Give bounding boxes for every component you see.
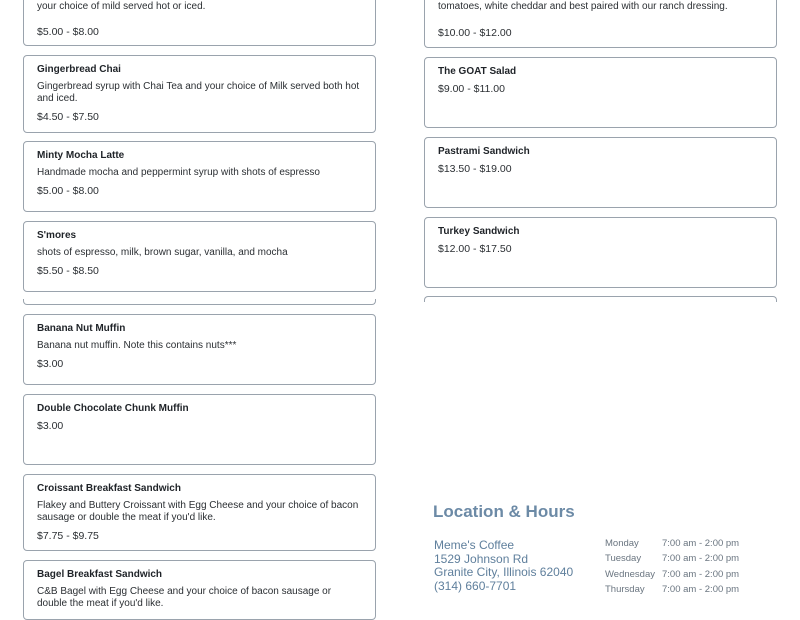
business-name: Meme's Coffee bbox=[434, 538, 515, 552]
item-name: Double Chocolate Chunk Muffin bbox=[37, 403, 189, 414]
hours-day: Tuesday bbox=[605, 553, 642, 564]
item-name: Croissant Breakfast Sandwich bbox=[37, 483, 181, 494]
menu-item-card[interactable] bbox=[23, 0, 376, 46]
location-hours-title: Location & Hours bbox=[433, 502, 575, 521]
city-address: Granite City, Illinois 62040 bbox=[434, 565, 574, 579]
item-price: $9.00 - $11.00 bbox=[438, 83, 505, 95]
hours-day: Wednesday bbox=[605, 569, 655, 580]
hours-time: 7:00 am - 2:00 pm bbox=[662, 569, 740, 580]
menu-item-card[interactable] bbox=[23, 394, 376, 465]
item-price: $5.00 - $8.00 bbox=[37, 185, 99, 197]
menu-item-card[interactable] bbox=[424, 57, 777, 128]
item-name: Minty Mocha Latte bbox=[37, 150, 125, 161]
menu-item-card-partial bbox=[23, 299, 376, 305]
item-name: The GOAT Salad bbox=[438, 66, 517, 77]
menu-item-card[interactable] bbox=[23, 55, 376, 133]
item-price: $7.75 - $9.75 bbox=[37, 530, 99, 542]
menu-item-card[interactable] bbox=[424, 217, 777, 288]
item-description: Handmade mocha and peppermint syrup with shots of espresso bbox=[37, 167, 320, 178]
menu-item-card[interactable] bbox=[424, 137, 777, 208]
menu-item-card[interactable] bbox=[23, 314, 376, 385]
item-price: $3.00 bbox=[37, 420, 64, 432]
item-description: Gingerbread syrup with Chai Tea and your choice of Milk served both hot and iced. bbox=[37, 81, 360, 104]
hours-day: Monday bbox=[605, 538, 639, 549]
item-name: Gingerbread Chai bbox=[37, 64, 121, 75]
item-name: S'mores bbox=[37, 230, 77, 241]
item-description: Flakey and Buttery Croissant with Egg Cheese and your choice of bacon sausage or double the meat if you'd like. bbox=[37, 500, 359, 523]
item-description: shots of espresso, milk, brown sugar, vanilla, and mocha bbox=[37, 247, 288, 258]
hours-time: 7:00 am - 2:00 pm bbox=[662, 584, 740, 595]
item-description: tomatoes, white cheddar and best paired with our ranch dressing. bbox=[438, 1, 728, 12]
item-price: $12.00 - $17.50 bbox=[438, 243, 512, 255]
item-description: your choice of mild served hot or iced. bbox=[37, 1, 206, 12]
item-price: $4.50 - $7.50 bbox=[37, 111, 99, 123]
street-address: 1529 Johnson Rd bbox=[434, 552, 529, 566]
item-description: Banana nut muffin. Note this contains nuts*** bbox=[37, 340, 237, 351]
item-price: $3.00 bbox=[37, 358, 64, 370]
item-price: $5.50 - $8.50 bbox=[37, 265, 99, 277]
hours-time: 7:00 am - 2:00 pm bbox=[662, 553, 740, 564]
hours-time: 7:00 am - 2:00 pm bbox=[662, 538, 740, 549]
item-name: Banana Nut Muffin bbox=[37, 323, 126, 334]
item-name: Pastrami Sandwich bbox=[438, 146, 530, 157]
item-name: Bagel Breakfast Sandwich bbox=[37, 569, 163, 580]
phone-link[interactable]: (314) 660-7701 bbox=[434, 579, 517, 593]
item-name: Turkey Sandwich bbox=[438, 226, 520, 237]
item-price: $5.00 - $8.00 bbox=[37, 26, 99, 38]
menu-item-card[interactable] bbox=[23, 221, 376, 292]
item-description: C&B Bagel with Egg Cheese and your choice of bacon sausage or double the meat if you'd like. bbox=[37, 586, 332, 609]
item-price: $13.50 - $19.00 bbox=[438, 163, 512, 175]
menu-item-card[interactable] bbox=[23, 474, 376, 551]
menu-item-card-partial bbox=[424, 296, 777, 302]
menu-item-card[interactable] bbox=[23, 560, 376, 620]
item-price: $10.00 - $12.00 bbox=[438, 27, 512, 39]
hours-day: Thursday bbox=[605, 584, 645, 595]
menu-item-card[interactable] bbox=[23, 141, 376, 212]
menu-item-card[interactable] bbox=[424, 0, 777, 48]
